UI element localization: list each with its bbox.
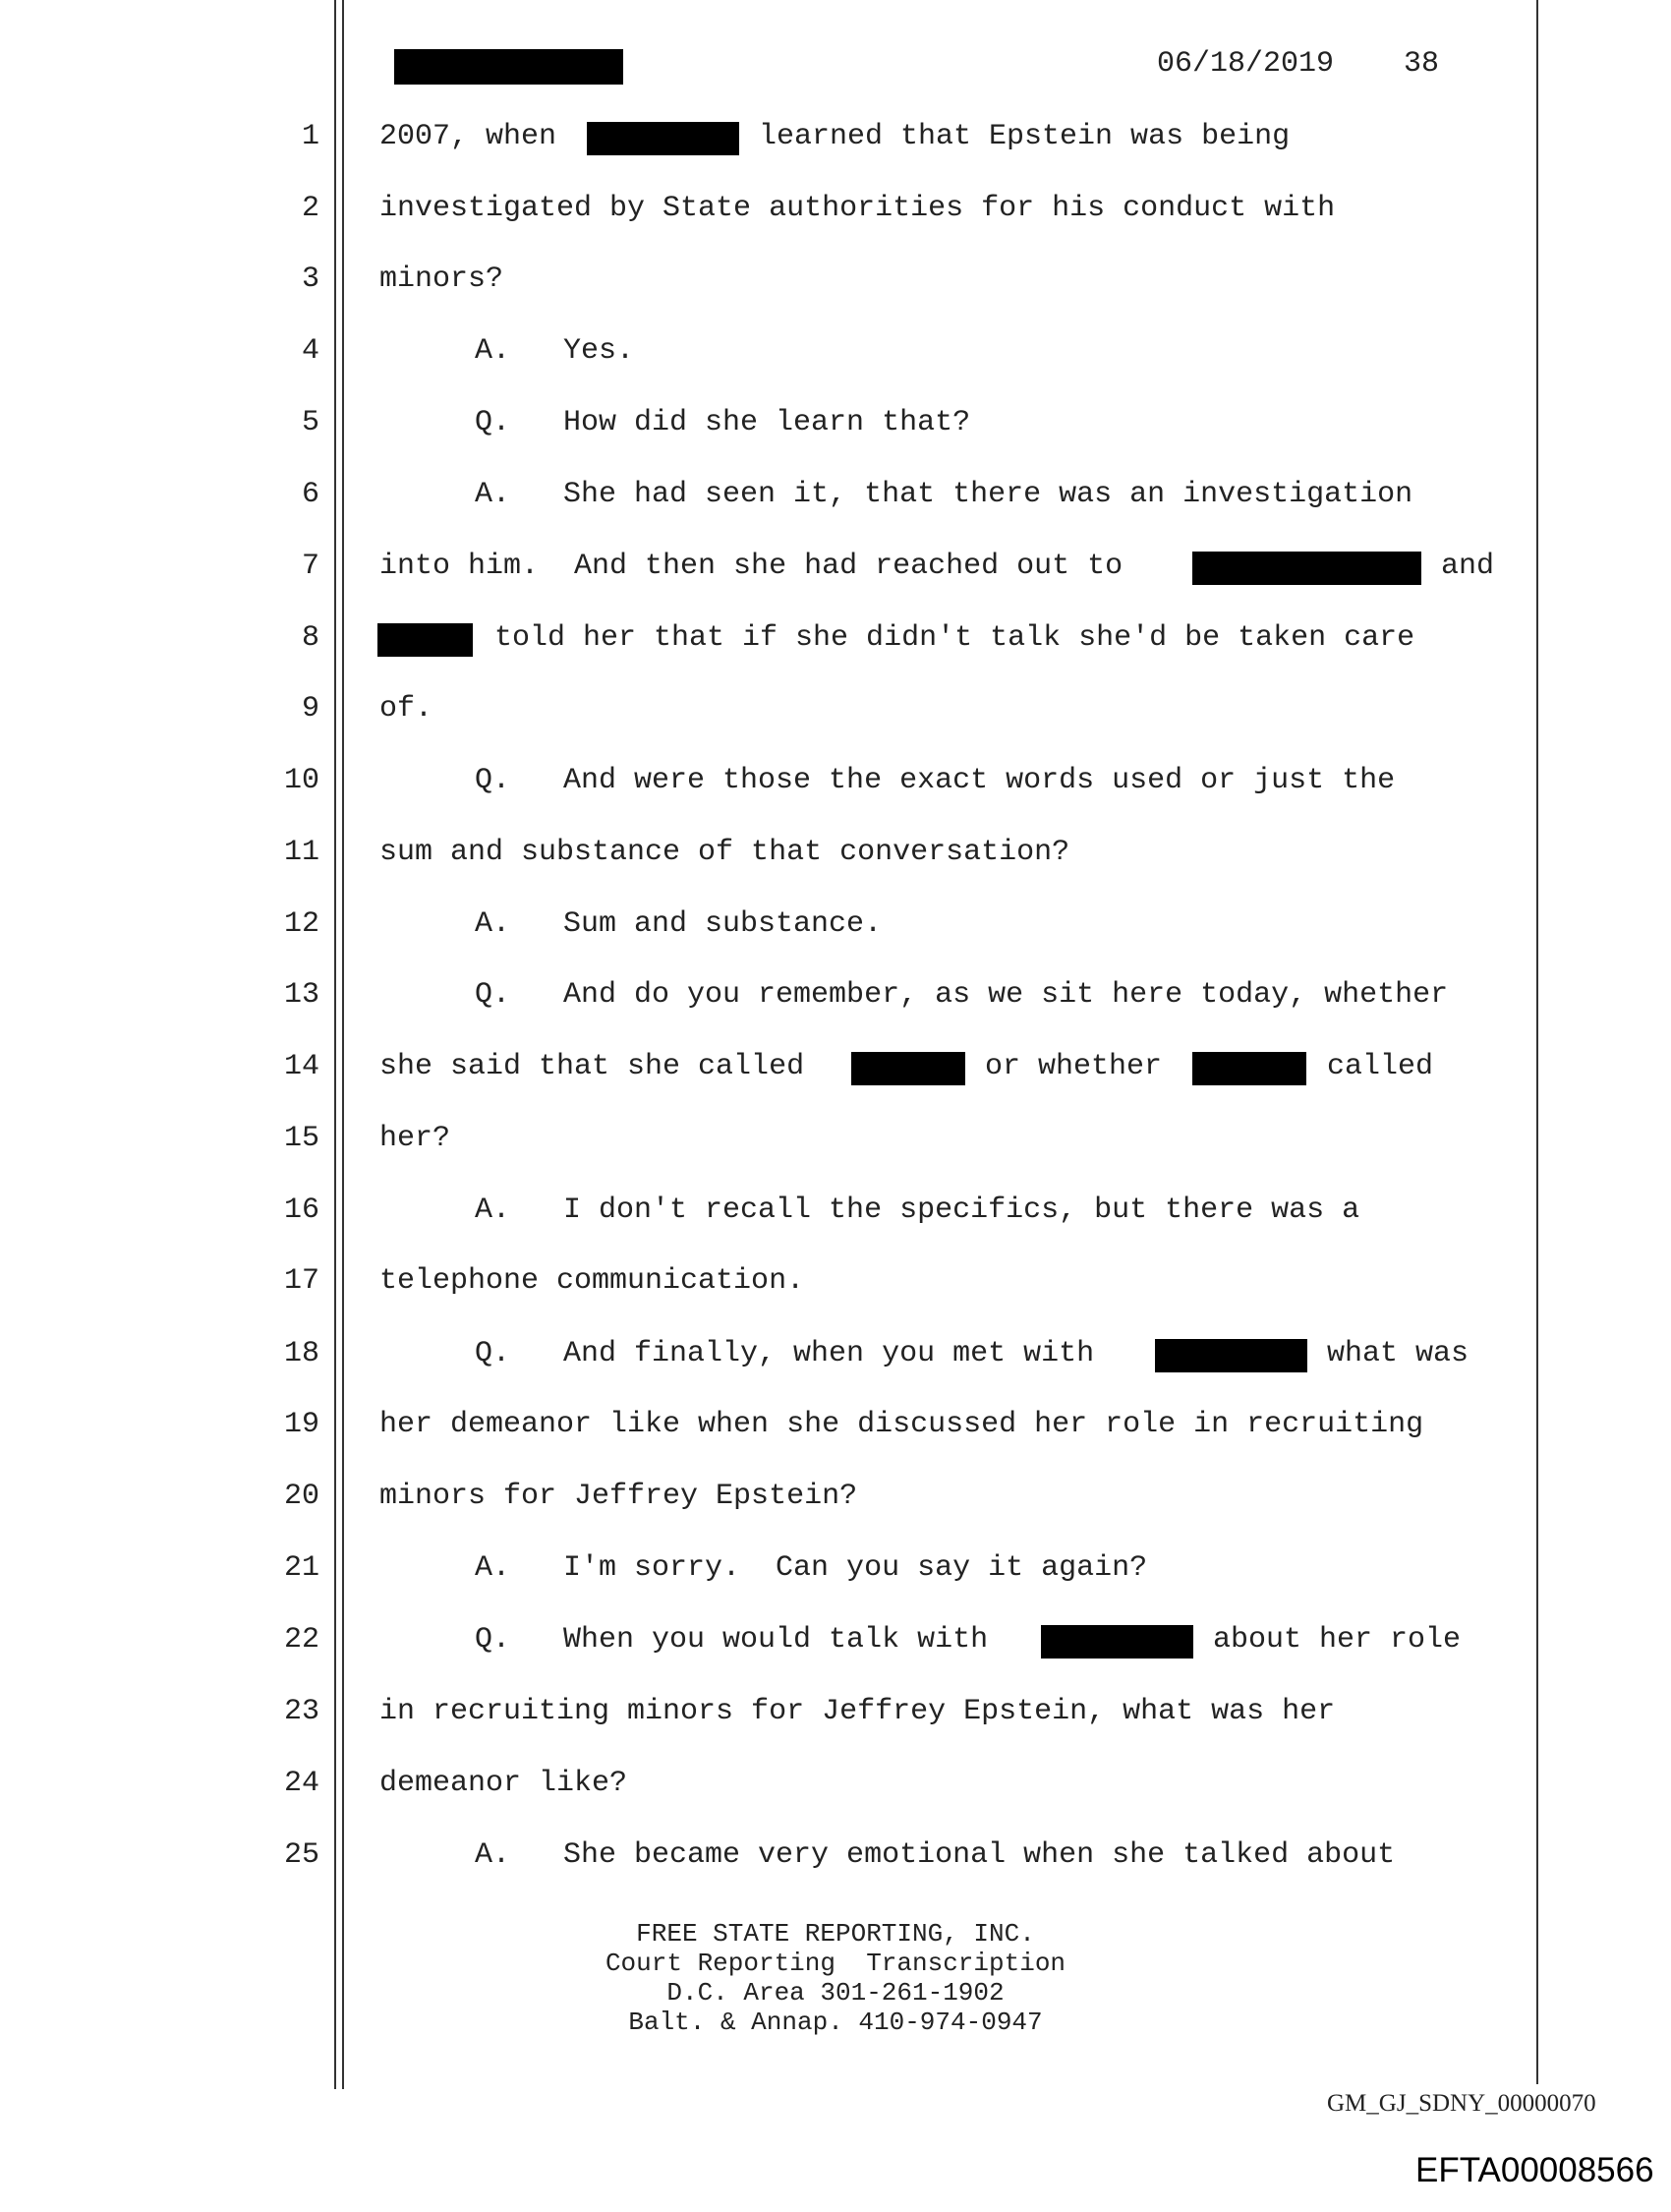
footer-company: FREE STATE REPORTING, INC. bbox=[636, 1919, 1035, 1949]
line-number: 10 bbox=[283, 764, 319, 797]
transcript-line-10: Q. And were those the exact words used or just the bbox=[475, 764, 1396, 797]
transcript-line-9: of. bbox=[379, 692, 433, 726]
header-date: 06/18/2019 bbox=[1157, 47, 1335, 81]
transcript-line-2: investigated by State authorities for his conduct with bbox=[379, 192, 1336, 225]
line-number: 23 bbox=[283, 1695, 319, 1728]
line-number: 18 bbox=[283, 1337, 319, 1370]
line-number: 4 bbox=[301, 334, 319, 368]
transcript-line-5: Q. How did she learn that? bbox=[475, 406, 971, 439]
transcript-line-14a: she said that she called bbox=[379, 1050, 805, 1083]
transcript-line-15: her? bbox=[379, 1122, 451, 1155]
transcript-line-22a: Q. When you would talk with bbox=[475, 1623, 989, 1657]
line-number: 19 bbox=[283, 1408, 319, 1441]
transcript-line-1b: learned that Epstein was being bbox=[759, 120, 1291, 153]
transcript-line-3: minors? bbox=[379, 262, 504, 296]
footer-services: Court Reporting Transcription bbox=[605, 1949, 1066, 1978]
transcript-line-22b: about her role bbox=[1213, 1623, 1462, 1657]
redaction-box bbox=[377, 623, 473, 657]
header-redaction bbox=[394, 49, 623, 85]
line-number: 7 bbox=[301, 550, 319, 583]
footer-balt-phone: Balt. & Annap. 410-974-0947 bbox=[628, 2008, 1043, 2037]
redaction-box bbox=[1192, 1052, 1306, 1085]
line-number: 12 bbox=[283, 907, 319, 941]
line-number: 14 bbox=[283, 1050, 319, 1083]
transcript-line-1a: 2007, when bbox=[379, 120, 557, 153]
redaction-box bbox=[1155, 1339, 1307, 1372]
line-number: 1 bbox=[301, 120, 319, 153]
header-page-number: 38 bbox=[1404, 47, 1440, 81]
transcript-line-18b: what was bbox=[1327, 1337, 1469, 1370]
right-margin-rule bbox=[1536, 0, 1538, 2084]
line-number: 8 bbox=[301, 621, 319, 655]
transcript-line-12: A. Sum and substance. bbox=[475, 907, 883, 941]
line-number: 13 bbox=[283, 978, 319, 1012]
transcript-line-14b: or whether bbox=[985, 1050, 1163, 1083]
transcript-line-6: A. She had seen it, that there was an investigation bbox=[475, 478, 1413, 511]
transcript-line-17: telephone communication. bbox=[379, 1264, 805, 1298]
transcript-line-24: demeanor like? bbox=[379, 1767, 628, 1800]
transcript-line-8: told her that if she didn't talk she'd be taken care bbox=[494, 621, 1415, 655]
redaction-box bbox=[587, 122, 739, 155]
line-number: 9 bbox=[301, 692, 319, 726]
line-number: 25 bbox=[283, 1838, 319, 1872]
transcript-line-7b: and bbox=[1441, 550, 1495, 583]
line-number: 17 bbox=[283, 1264, 319, 1298]
transcript-line-23: in recruiting minors for Jeffrey Epstein, what was her bbox=[379, 1695, 1336, 1728]
footer-dc-phone: D.C. Area 301-261-1902 bbox=[666, 1978, 1005, 2008]
redaction-box bbox=[1192, 552, 1421, 585]
transcript-line-11: sum and substance of that conversation? bbox=[379, 836, 1070, 869]
line-number: 3 bbox=[301, 262, 319, 296]
transcript-line-20: minors for Jeffrey Epstein? bbox=[379, 1480, 858, 1513]
line-number: 15 bbox=[283, 1122, 319, 1155]
line-number: 21 bbox=[283, 1551, 319, 1585]
left-margin-rule-outer bbox=[334, 0, 336, 2089]
line-number: 2 bbox=[301, 192, 319, 225]
transcript-line-16: A. I don't recall the specifics, but there was a bbox=[475, 1193, 1360, 1227]
left-margin-rule-inner bbox=[342, 0, 344, 2089]
transcript-line-25: A. She became very emotional when she talked about bbox=[475, 1838, 1396, 1872]
line-number: 5 bbox=[301, 406, 319, 439]
transcript-line-13: Q. And do you remember, as we sit here today, whether bbox=[475, 978, 1449, 1012]
transcript-line-14c: called bbox=[1327, 1050, 1434, 1083]
line-number: 22 bbox=[283, 1623, 319, 1657]
redaction-box bbox=[851, 1052, 965, 1085]
reporter-footer bbox=[0, 1919, 1671, 2037]
line-number: 20 bbox=[283, 1480, 319, 1513]
line-number: 24 bbox=[283, 1767, 319, 1800]
transcript-line-19: her demeanor like when she discussed her role in recruiting bbox=[379, 1408, 1424, 1441]
efta-number: EFTA00008566 bbox=[1415, 2151, 1654, 2189]
bates-number: GM_GJ_SDNY_00000070 bbox=[1327, 2090, 1596, 2117]
line-number: 11 bbox=[283, 836, 319, 869]
transcript-line-18a: Q. And finally, when you met with bbox=[475, 1337, 1095, 1370]
line-number: 6 bbox=[301, 478, 319, 511]
line-number: 16 bbox=[283, 1193, 319, 1227]
transcript-line-7a: into him. And then she had reached out to bbox=[379, 550, 1124, 583]
transcript-line-4: A. Yes. bbox=[475, 334, 635, 368]
transcript-line-21: A. I'm sorry. Can you say it again? bbox=[475, 1551, 1148, 1585]
redaction-box bbox=[1041, 1625, 1193, 1659]
